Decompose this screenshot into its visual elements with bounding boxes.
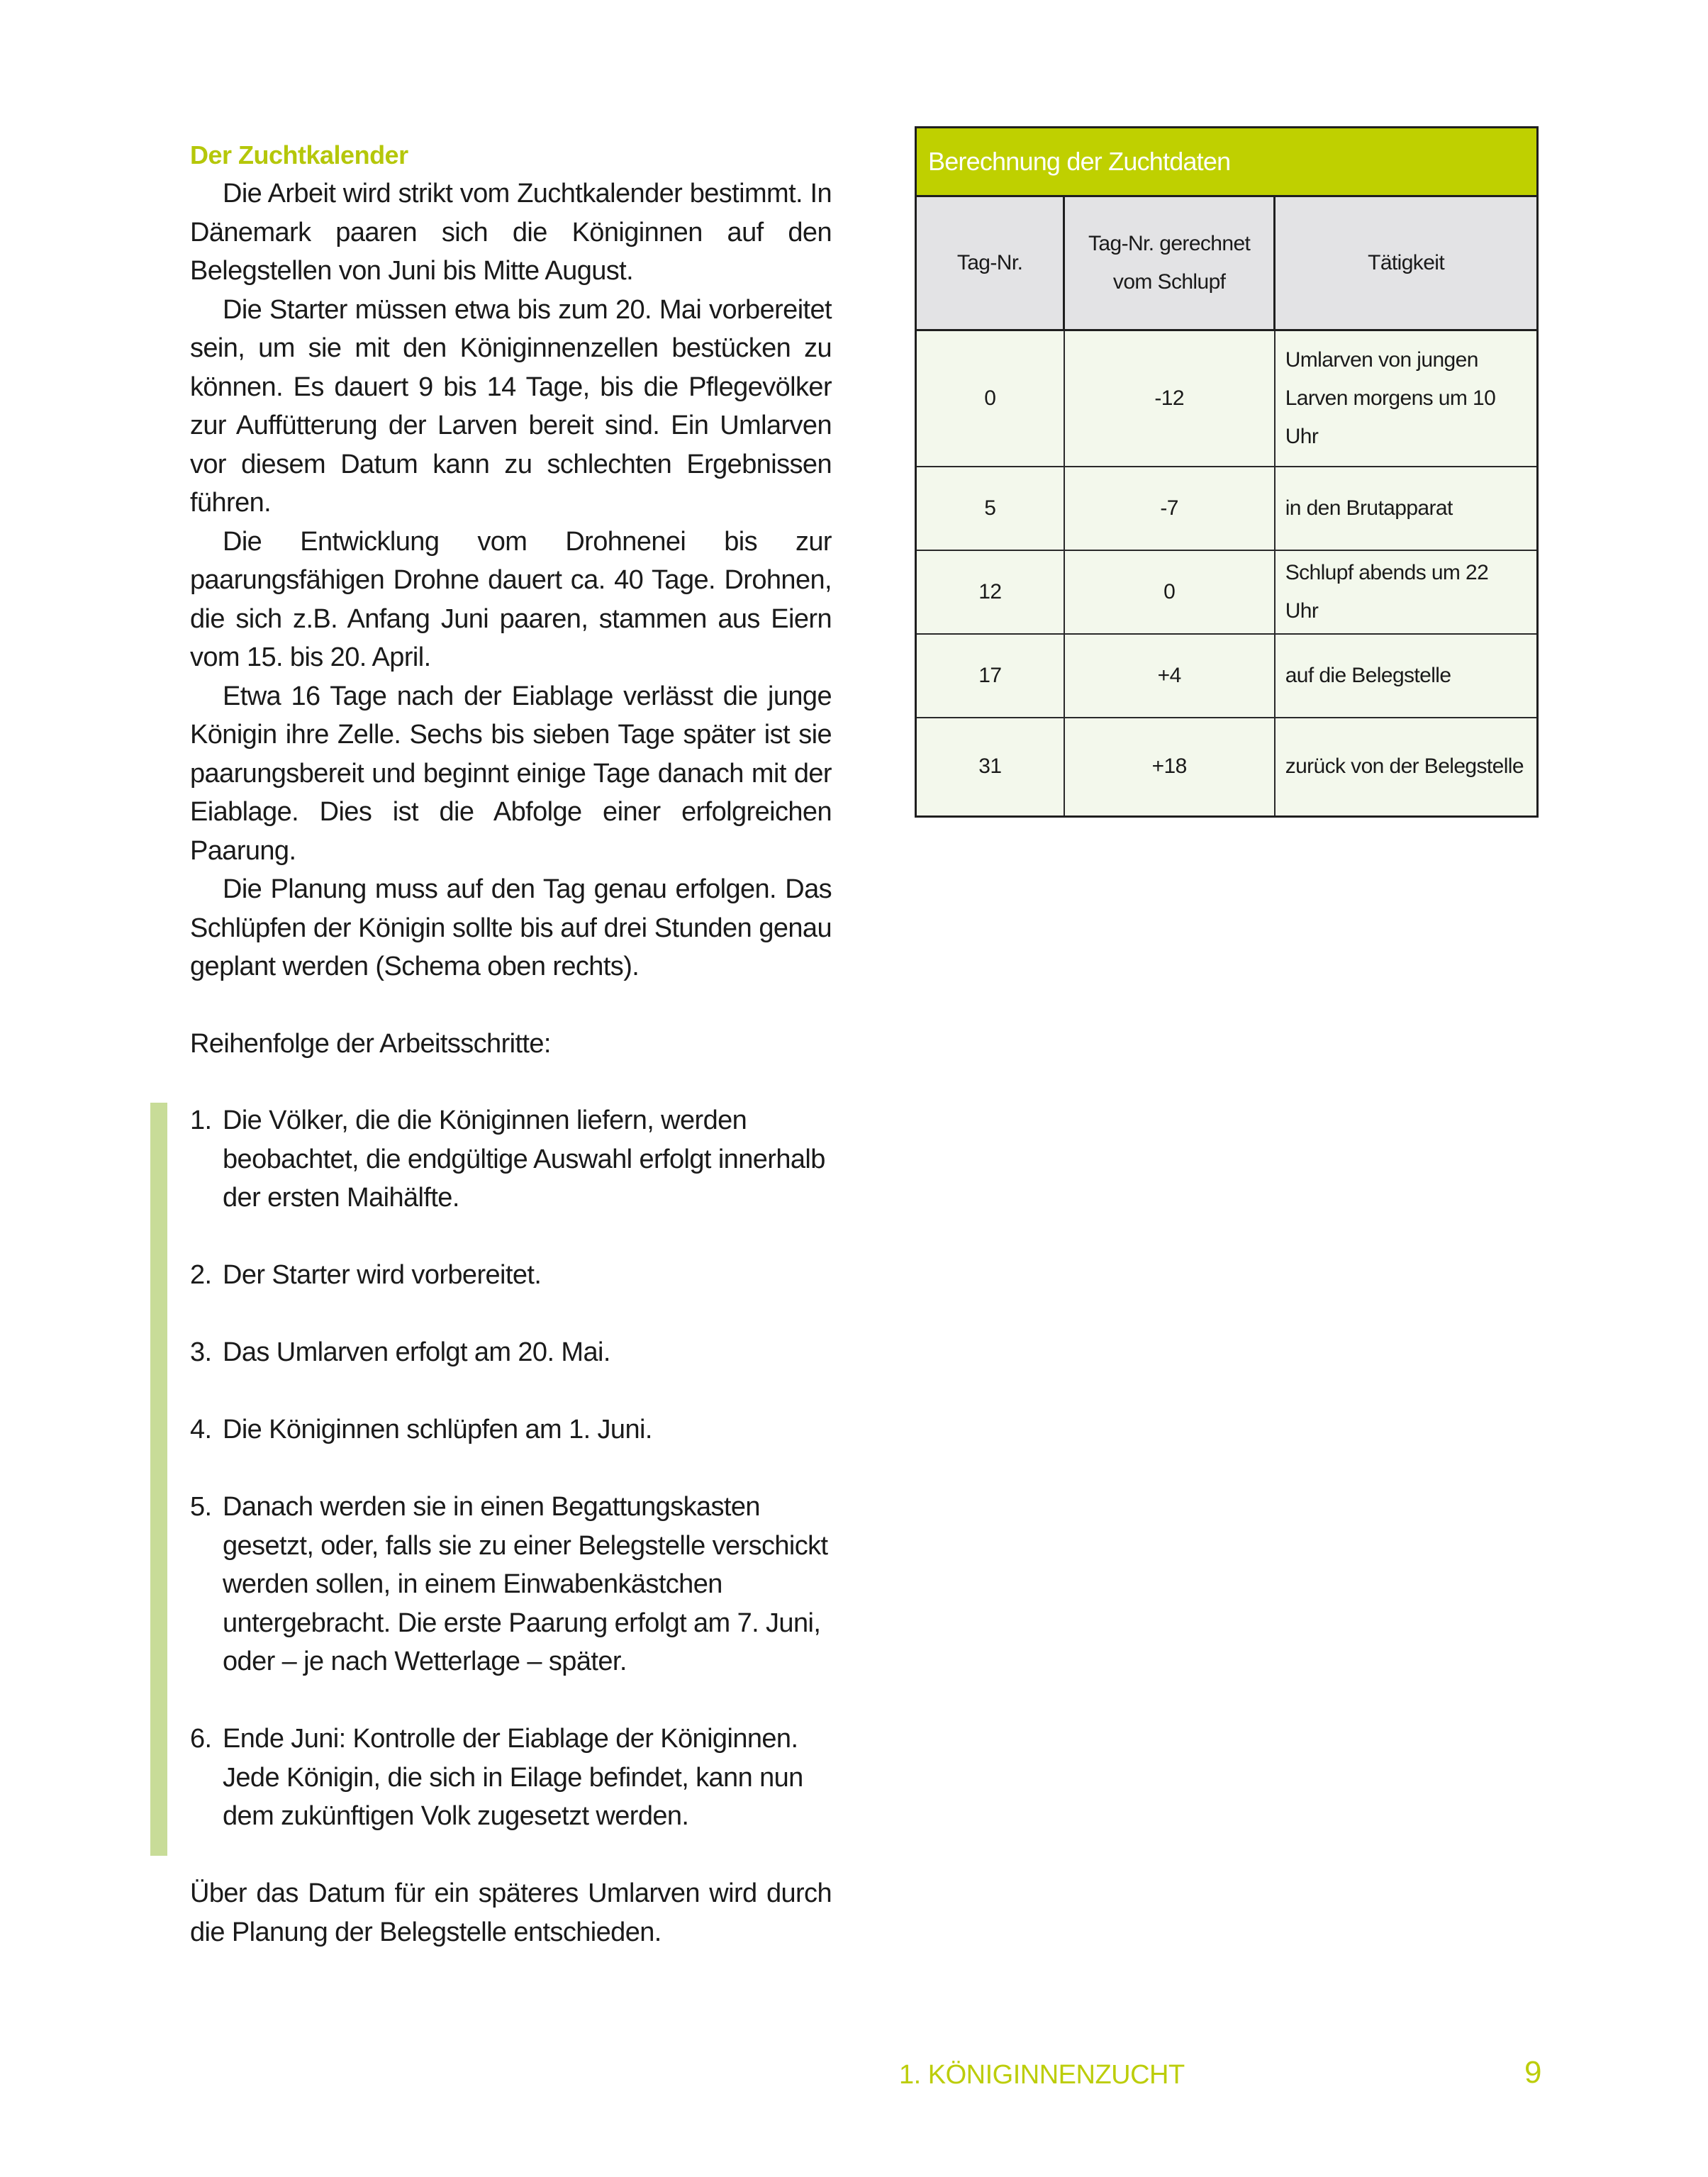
paragraph: Die Starter müssen etwa bis zum 20. Mai vorbereitet sein, um sie mit den Königinnenzellen bestücken zu können. Es dauert 9 bis 14 Tage, bis die Pflegevölker zur Auffütterung der Larven bereit sind. Ein Umlarven vor diesem Datum kann zu schlechten Ergebnissen führen. xyxy=(190,294,832,518)
cell-activity: zurück von der Belegstelle xyxy=(1275,718,1538,817)
steps-list xyxy=(190,1101,832,1836)
list-item xyxy=(190,1720,832,1836)
table-row xyxy=(916,718,1538,817)
step-number: 6. xyxy=(190,1724,212,1754)
cell-day: 12 xyxy=(916,550,1064,634)
list-item xyxy=(190,1101,832,1218)
paragraph: Die Entwicklung vom Drohnenei bis zur paarungsfähigen Drohne dauert ca. 40 Tage. Drohnen, die sich z.B. Anfang Juni paaren, stammen aus Eiern vom 15. bis 20. April. xyxy=(190,526,832,672)
cell-activity: auf die Belegstelle xyxy=(1275,634,1538,718)
step-number: 3. xyxy=(190,1337,212,1367)
step-text: Die Völker, die die Königinnen liefern, werden beobachtet, die endgültige Auswahl erfolgt innerhalb der ersten Maihälfte. xyxy=(223,1106,825,1213)
list-item xyxy=(190,1410,832,1449)
article-column xyxy=(190,136,832,1951)
table-title-row xyxy=(916,128,1538,196)
page-number: 9 xyxy=(1524,2055,1542,2090)
table-row xyxy=(916,550,1538,634)
column-header-activity: Tätigkeit xyxy=(1275,196,1538,330)
step-number: 4. xyxy=(190,1415,212,1444)
footer-chapter-title: 1. KÖNIGINNENZUCHT xyxy=(899,2060,1185,2090)
column-header-from-hatch: Tag-Nr. gerechnet vom Schlupf xyxy=(1064,196,1275,330)
table-header-row xyxy=(916,196,1538,330)
step-number: 2. xyxy=(190,1260,212,1290)
table-title: Berechnung der Zuchtdaten xyxy=(916,128,1538,196)
paragraph: Die Arbeit wird strikt vom Zuchtkalender bestimmt. In Dänemark paaren sich die Königinnen auf den Belegstellen von Juni bis Mitte August. xyxy=(190,179,832,286)
column-header-day: Tag-Nr. xyxy=(916,196,1064,330)
cell-from-hatch: -7 xyxy=(1064,467,1275,550)
section-heading: Der Zuchtkalender xyxy=(190,140,408,169)
closing-paragraph: Über das Datum für ein späteres Umlarven wird durch die Planung der Belegstelle entschieden. xyxy=(190,1878,832,1947)
cell-from-hatch: 0 xyxy=(1064,550,1275,634)
step-text: Die Königinnen schlüpfen am 1. Juni. xyxy=(223,1415,652,1444)
step-text: Das Umlarven erfolgt am 20. Mai. xyxy=(223,1337,610,1367)
cell-activity: Schlupf abends um 22 Uhr xyxy=(1275,550,1538,634)
table-row xyxy=(916,634,1538,718)
cell-from-hatch: -12 xyxy=(1064,330,1275,467)
paragraph: Etwa 16 Tage nach der Eiablage verlässt die junge Königin ihre Zelle. Sechs bis sieben Tage später ist sie paarungsbereit und beginnt einige Tage danach mit der Eiablage. Dies ist die Abfolge einer erfolgreichen Paarung. xyxy=(190,681,832,866)
cell-activity: in den Brutapparat xyxy=(1275,467,1538,550)
list-item xyxy=(190,1333,832,1372)
cell-from-hatch: +18 xyxy=(1064,718,1275,817)
cell-day: 17 xyxy=(916,634,1064,718)
list-accent-bar xyxy=(150,1103,167,1856)
paragraph: Die Planung muss auf den Tag genau erfolgen. Das Schlüpfen der Königin sollte bis auf drei Stunden genau geplant werden (Schema oben rechts). xyxy=(190,874,832,981)
step-text: Der Starter wird vorbereitet. xyxy=(223,1260,542,1290)
table-row xyxy=(916,467,1538,550)
steps-intro: Reihenfolge der Arbeitsschritte: xyxy=(190,1028,551,1059)
list-item xyxy=(190,1256,832,1295)
cell-day: 5 xyxy=(916,467,1064,550)
step-text: Ende Juni: Kontrolle der Eiablage der Königinnen. Jede Königin, die sich in Eilage befindet, kann nun dem zukünftigen Volk zugesetzt werden. xyxy=(223,1724,803,1831)
step-text: Danach werden sie in einen Begattungskasten gesetzt, oder, falls sie zu einer Belegstelle verschickt werden sollen, in einem Einwabenkästchen untergebracht. Die erste Paarung erfolgt am 7. Juni, oder – je nach Wetterlage – später. xyxy=(223,1492,828,1676)
step-number: 1. xyxy=(190,1106,212,1135)
list-item xyxy=(190,1488,832,1681)
table-row xyxy=(916,330,1538,467)
cell-activity: Umlarven von jungen Larven morgens um 10 Uhr xyxy=(1275,330,1538,467)
step-number: 5. xyxy=(190,1492,212,1522)
cell-from-hatch: +4 xyxy=(1064,634,1275,718)
cell-day: 31 xyxy=(916,718,1064,817)
cell-day: 0 xyxy=(916,330,1064,467)
breeding-dates-table xyxy=(915,126,1539,818)
